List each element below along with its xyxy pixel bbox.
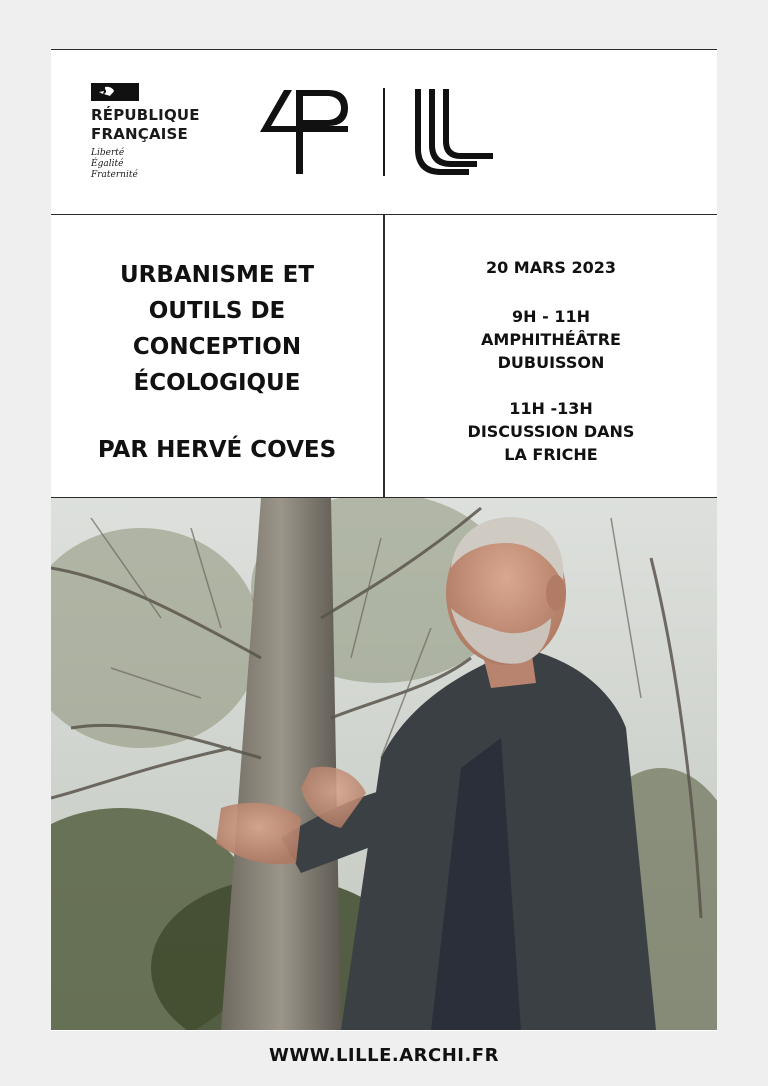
event-schedule-panel	[385, 215, 717, 497]
header-logos	[51, 50, 717, 215]
slot-1-time: 9H - 11H	[512, 307, 590, 326]
motto-fraternite: Fraternité	[91, 170, 138, 180]
republique-line: RÉPUBLIQUE	[91, 106, 200, 124]
title-line: URBANISME ET	[119, 262, 315, 288]
title-line: CONCEPTION	[132, 334, 302, 360]
marianne-flag-icon	[91, 83, 139, 101]
footer-website-url[interactable]: WWW.LILLE.ARCHI.FR	[269, 1045, 499, 1066]
slot-1-place-line: DUBUISSON	[497, 353, 605, 372]
event-title-panel	[51, 215, 383, 497]
motto-liberte: Liberté	[91, 148, 125, 158]
slot-2-place-line: DISCUSSION DANS	[467, 422, 635, 441]
lll-lille-logo-icon	[413, 87, 495, 177]
slot-2-time: 11H -13H	[509, 399, 593, 418]
schedule-slot-1	[385, 305, 717, 374]
slot-2-place-line: LA FRICHE	[504, 445, 598, 464]
event-info	[51, 215, 717, 498]
event-date: 20 MARS 2023	[485, 258, 617, 277]
speaker-photo	[51, 498, 717, 1030]
event-title	[51, 257, 383, 401]
republique-francaise-block	[91, 83, 241, 181]
slot-1-place-line: AMPHITHÉÂTRE	[481, 330, 621, 349]
title-line: OUTILS DE	[148, 298, 286, 324]
speaker-photo-illustration	[51, 498, 717, 1030]
title-line: ÉCOLOGIQUE	[133, 370, 301, 396]
francaise-line: FRANÇAISE	[91, 125, 189, 143]
ap-school-logo-icon	[258, 86, 348, 176]
schedule-slot-2	[385, 397, 717, 466]
event-author: PAR HERVÉ COVES	[97, 437, 337, 463]
poster	[51, 49, 717, 1031]
motto-egalite: Égalité	[91, 159, 124, 169]
logo-divider	[383, 88, 385, 176]
republique-motto	[91, 148, 241, 181]
